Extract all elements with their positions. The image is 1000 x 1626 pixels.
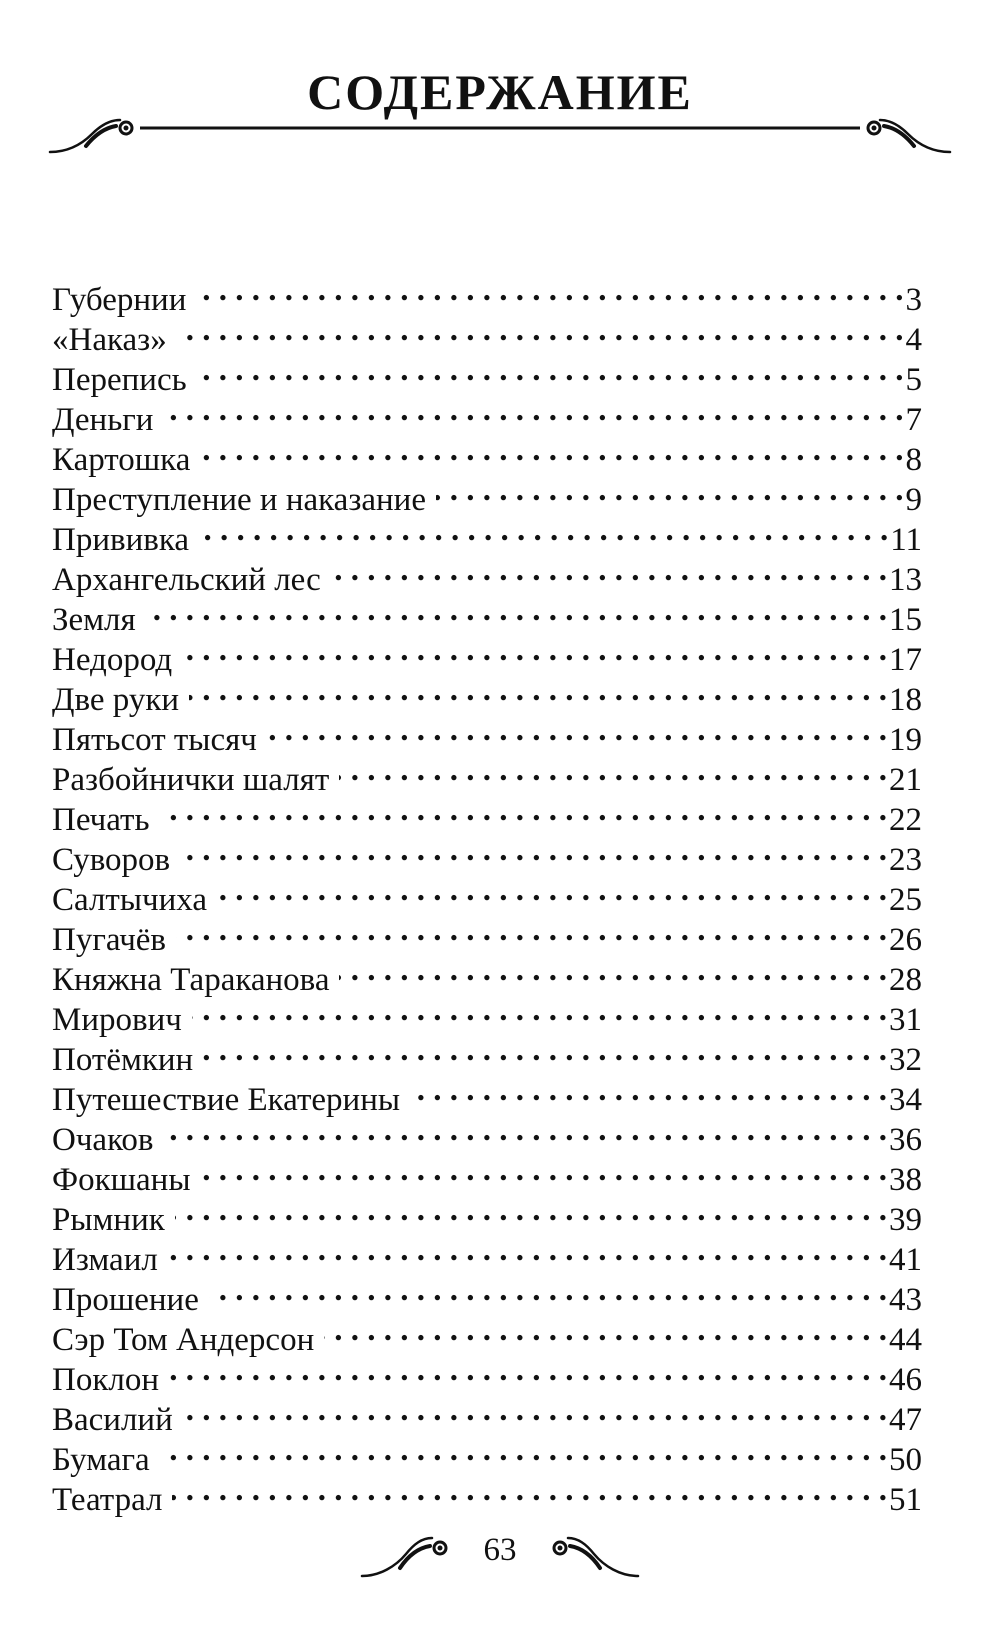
page-title: СОДЕРЖАНИЕ <box>307 64 693 120</box>
toc-entry-page: 11 <box>890 522 922 558</box>
toc-entry-page: 9 <box>905 482 922 518</box>
toc-entry-title: Театрал <box>52 1482 163 1518</box>
toc-entry-title: Печать <box>52 802 150 838</box>
toc-entry-page: 7 <box>905 402 922 438</box>
toc-dot-leader <box>164 1110 887 1150</box>
toc-entry-page: 28 <box>889 962 922 998</box>
toc-entry-page: 8 <box>905 442 922 478</box>
toc-entry-page: 36 <box>889 1122 922 1158</box>
toc-entry-page: 34 <box>889 1082 922 1118</box>
toc-entry-title: Мирович <box>52 1002 182 1038</box>
toc-entry <box>52 1430 922 1478</box>
toc-entry-page: 39 <box>889 1202 922 1238</box>
toc-entry <box>52 950 922 998</box>
toc-entry-title: Княжна Тараканова <box>52 962 330 998</box>
toc-dot-leader <box>169 1350 887 1390</box>
toc-entry-page: 5 <box>905 362 922 398</box>
toc-entry-title: Архангельский лес <box>52 562 321 598</box>
toc-dot-leader <box>339 950 887 990</box>
toc-dot-leader <box>160 1430 887 1470</box>
toc-dot-leader <box>201 1150 888 1190</box>
toc-entry-title: Василий <box>52 1402 173 1438</box>
toc-dot-leader <box>163 390 903 430</box>
toc-dot-leader <box>160 790 887 830</box>
toc-dot-leader <box>324 1310 887 1350</box>
toc-entry-page: 51 <box>889 1482 922 1518</box>
toc-entry-title: Измаил <box>52 1242 158 1278</box>
toc-entry-title: Рымник <box>52 1202 165 1238</box>
toc-entry-title: Земля <box>52 602 136 638</box>
toc-entry <box>52 1390 922 1438</box>
toc-entry-page: 4 <box>905 322 922 358</box>
toc-dot-leader <box>331 550 887 590</box>
toc-entry-title: Картошка <box>52 442 191 478</box>
toc-entry-title: «Наказ» <box>52 322 167 358</box>
toc-entry <box>52 310 922 358</box>
toc-entry-title: Суворов <box>52 842 171 878</box>
toc-entry <box>52 790 922 838</box>
toc-dot-leader <box>189 670 887 710</box>
toc-entry <box>52 270 922 318</box>
toc-dot-leader <box>192 990 887 1030</box>
toc-entry-page: 17 <box>889 642 922 678</box>
swirl-ornament-right-icon <box>868 120 950 152</box>
table-of-contents <box>52 270 922 1518</box>
toc-dot-leader <box>217 870 887 910</box>
toc-dot-leader <box>176 910 887 950</box>
toc-dot-leader <box>339 750 887 790</box>
toc-entry-title: Преступление и наказание <box>52 482 426 518</box>
toc-entry-title: Две руки <box>52 682 180 718</box>
header-ornament-rule <box>48 112 952 172</box>
toc-entry <box>52 1230 922 1278</box>
toc-entry <box>52 1350 922 1398</box>
toc-entry-title: Пятьсот тысяч <box>52 722 257 758</box>
toc-entry <box>52 830 922 878</box>
toc-entry <box>52 1150 922 1198</box>
toc-dot-leader <box>209 1270 887 1310</box>
toc-entry-page: 43 <box>889 1282 922 1318</box>
toc-entry-title: Очаков <box>52 1122 154 1158</box>
toc-entry-title: Салтычиха <box>52 882 207 918</box>
toc-entry <box>52 590 922 638</box>
toc-entry-title: Поклон <box>52 1362 159 1398</box>
toc-entry-page: 19 <box>889 722 922 758</box>
toc-dot-leader <box>172 1470 887 1510</box>
toc-entry-title: Перепись <box>52 362 187 398</box>
toc-entry-title: Прививка <box>52 522 189 558</box>
toc-entry-page: 50 <box>889 1442 922 1478</box>
page-footer <box>0 1518 1000 1588</box>
toc-entry <box>52 1270 922 1318</box>
toc-entry-page: 13 <box>889 562 922 598</box>
toc-entry-page: 18 <box>889 682 922 718</box>
toc-entry-page: 23 <box>889 842 922 878</box>
toc-entry <box>52 350 922 398</box>
toc-entry <box>52 870 922 918</box>
toc-entry-page: 44 <box>889 1322 922 1358</box>
toc-entry <box>52 430 922 478</box>
toc-dot-leader <box>182 630 887 670</box>
toc-entry-page: 22 <box>889 802 922 838</box>
toc-entry-title: Прошение <box>52 1282 199 1318</box>
toc-dot-leader <box>436 470 904 510</box>
toc-entry-page: 21 <box>889 762 922 798</box>
toc-entry-title: Разбойнички шалят <box>52 762 330 798</box>
toc-dot-leader <box>199 510 888 550</box>
toc-entry-title: Деньги <box>52 402 154 438</box>
toc-dot-leader <box>175 1190 887 1230</box>
swirl-ornament-left-icon <box>50 120 132 152</box>
toc-entry-page: 25 <box>889 882 922 918</box>
toc-dot-leader <box>177 310 904 350</box>
toc-entry <box>52 1190 922 1238</box>
toc-entry-title: Фокшаны <box>52 1162 191 1198</box>
toc-entry <box>52 630 922 678</box>
toc-entry-title: Пугачёв <box>52 922 167 958</box>
toc-entry <box>52 670 922 718</box>
toc-dot-leader <box>183 1390 887 1430</box>
toc-dot-leader <box>197 350 904 390</box>
toc-entry-title: Сэр Том Андерсон <box>52 1322 315 1358</box>
toc-dot-leader <box>203 1030 887 1070</box>
toc-dot-leader <box>267 710 887 750</box>
toc-entry-page: 26 <box>889 922 922 958</box>
toc-entry <box>52 1470 922 1518</box>
toc-entry-title: Потёмкин <box>52 1042 194 1078</box>
toc-entry-title: Путешествие Екатерины <box>52 1082 401 1118</box>
toc-entry-page: 38 <box>889 1162 922 1198</box>
toc-entry-page: 15 <box>889 602 922 638</box>
toc-entry-page: 3 <box>905 282 922 318</box>
toc-entry-page: 31 <box>889 1002 922 1038</box>
toc-entry-page: 32 <box>889 1042 922 1078</box>
toc-entry-title: Бумага <box>52 1442 150 1478</box>
toc-dot-leader <box>168 1230 887 1270</box>
toc-entry-title: Недород <box>52 642 173 678</box>
toc-entry <box>52 1110 922 1158</box>
toc-entry-page: 41 <box>889 1242 922 1278</box>
toc-dot-leader <box>180 830 887 870</box>
toc-dot-leader <box>196 270 903 310</box>
toc-entry <box>52 910 922 958</box>
page-number: 63 <box>483 1532 517 1568</box>
toc-entry-title: Губернии <box>52 282 187 318</box>
toc-entry-page: 46 <box>889 1362 922 1398</box>
toc-entry <box>52 390 922 438</box>
toc-dot-leader <box>146 590 887 630</box>
toc-dot-leader <box>200 430 903 470</box>
toc-entry-page: 47 <box>889 1402 922 1438</box>
toc-dot-leader <box>410 1070 887 1110</box>
